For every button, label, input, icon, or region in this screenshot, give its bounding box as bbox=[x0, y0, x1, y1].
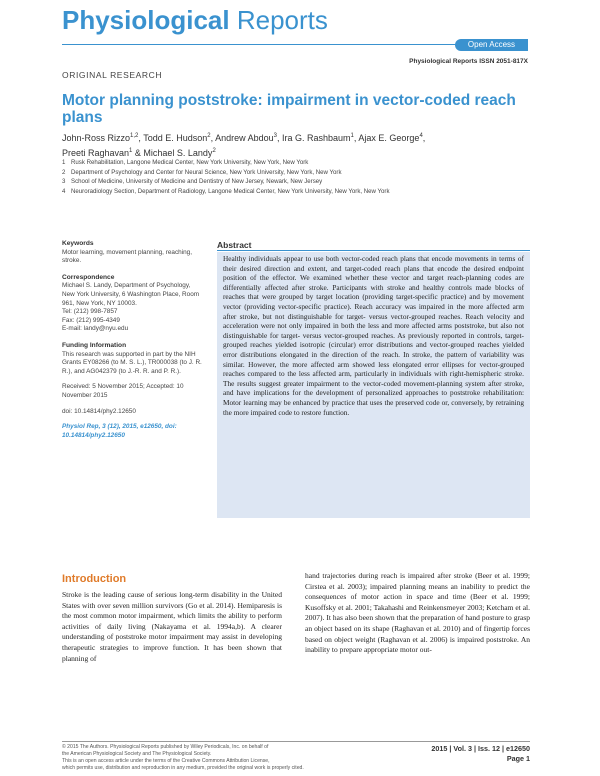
funding-text: This research was supported in part by the NIH Grants EY08266 (to M. S. L.), TR000038 (to J. R. R.), and AG042379 (to J.-R. R. and P. R.). bbox=[62, 350, 202, 375]
abstract-rule bbox=[217, 250, 530, 251]
doi-text[interactable]: doi: 10.14814/phy2.12650 bbox=[62, 407, 136, 415]
abstract-heading: Abstract bbox=[217, 240, 252, 250]
affiliation-list bbox=[62, 158, 532, 196]
journal-title bbox=[62, 5, 328, 35]
citation-text: Physiol Rep, 3 (12), 2015, e12650, doi: 10.14814/phy2.12650 bbox=[62, 423, 177, 439]
journal-title-light: Reports bbox=[229, 5, 328, 35]
author-list bbox=[62, 130, 532, 160]
abstract-body: Healthy individuals appear to use both vector-coded reach plans that encode movements in terms of their desired direction and extent, and target-coded reach plans that encode the desired endpoint position of the effector. We examined whether these vector and target reach-planning codes are differentially affected after stroke. Participants with stroke and healthy controls made blocks of reaches that were grouped by target location (providing target-specific practice) and by movement vector (providing vector-specific practice). Reach accuracy was impaired in the more affected arm after stroke, but not distinguishable for target- versus vector-grouped reaches. Reach velocity and acceleration were not only impaired in both the less and more affected arms poststroke, but also not distinguishable for target- versus vector-grouped reaches. As previously reported in controls, target-grouped reaches yielded isotropic (circular) error distributions and vector-grouped reaches yielded error distributions elongated in the direction of the reach. In stroke, the pattern of variability was similar. However, the more affected arm showed less elongated error ellipses for vector-grouped reaches compared to the less affected arm, particularly in individuals with right-hemispheric stroke. The results suggest greater impairment to the vector-coded movement-planning system after stroke, and have implications for the development of personalized approaches to poststroke rehabilitation: Motor learning may be enhanced by practice that uses the preserved code or, conversely, by retraining the more impaired code to restore function. bbox=[217, 252, 530, 518]
affiliation-item: 3 School of Medicine, University of Medicine and Dentistry of New Jersey, Newark, New Jersey bbox=[62, 178, 323, 185]
license-line: This is an open access article under the terms of the Creative Commons Attribution License, bbox=[62, 758, 270, 764]
journal-title-bold: Physiological bbox=[62, 5, 230, 35]
page-footer-info bbox=[431, 744, 530, 763]
correspondence-fax: Fax: (212) 995-4349 bbox=[62, 316, 120, 324]
license-line: which permits use, distribution and reproduction in any medium, provided the original work is properly cited. bbox=[62, 765, 304, 771]
article-title: Motor planning poststroke: impairment in vector-coded reach plans bbox=[62, 92, 516, 126]
received-dates: Received: 5 November 2015; Accepted: 10 November 2015 bbox=[62, 383, 184, 399]
issue-info: 2015 | Vol. 3 | Iss. 12 | e12650 bbox=[431, 744, 530, 753]
funding-heading: Funding Information bbox=[62, 341, 127, 349]
intro-right-column: hand trajectories during reach is impaired after stroke (Beer et al. 1999; Cirstea et al. 2003); impaired planning means an inability to predict the consequences of motor action in space and time (Beer et al. 1999; Kusoffsky et al. 2001; Takahashi and Reinkensmeyer 2003; Ketcham et al. 2007). It has also been shown that the preparation of hand posture to grasp an object based on its shape (Raghavan et al. 2010) and of fingertip forces based on object weight (Raghavan et al. 2006) is impaired poststroke. An inability to prepare appropriate motor out- bbox=[305, 571, 530, 655]
introduction-heading: Introduction bbox=[62, 573, 127, 585]
correspondence-address: Michael S. Landy, Department of Psychology, New York University, 6 Washington Place, Room 961, New York, NY 10003. bbox=[62, 282, 200, 307]
correspondence-email[interactable]: E-mail: landy@nyu.edu bbox=[62, 325, 129, 333]
open-access-badge: Open Access bbox=[455, 39, 528, 51]
affiliation-item: 1 Rusk Rehabilitation, Langone Medical Center, New York University, New York, New York bbox=[62, 159, 309, 166]
page-number: Page 1 bbox=[506, 753, 530, 763]
license-notice bbox=[62, 744, 402, 772]
license-line: the American Physiological Society and The Physiological Society. bbox=[62, 751, 212, 757]
license-line: © 2015 The Authors. Physiological Reports published by Wiley Periodicals, Inc. on behalf of bbox=[62, 744, 269, 750]
section-label: ORIGINAL RESEARCH bbox=[62, 70, 163, 80]
correspondence-heading: Correspondence bbox=[62, 273, 115, 281]
correspondence-tel: Tel: (212) 998-7857 bbox=[62, 308, 118, 316]
article-sidebar bbox=[62, 240, 202, 440]
authors-line-2: Preeti Raghavan$^1$ & Michael S. Landy$^2$ bbox=[62, 148, 216, 158]
footer-rule bbox=[62, 741, 530, 742]
journal-issn: Physiological Reports ISSN 2051-817X bbox=[409, 58, 528, 65]
keywords-heading: Keywords bbox=[62, 240, 94, 247]
affiliation-item: 2 Department of Psychology and Center for Neural Science, New York University, New York, New York bbox=[62, 168, 342, 176]
authors-line-1: John-Ross Rizzo$^{1,2}$, Todd E. Hudson$^2$, Andrew Abdou$^3$, Ira G. Rashbaum$^1$, Ajax E. George$^4$, bbox=[62, 133, 426, 143]
intro-left-column: Stroke is the leading cause of serious long-term disability in the United States with over seven million survivors (Go et al. 2014). Hemiparesis is the most common motor impairment, which limits the ability to perform activities of daily living (Nakayama et al. 1994a,b). A clearer understanding of poststroke motor impairment may assist in developing therapeutic strategies to improve function. It has been shown that planning of bbox=[62, 590, 282, 663]
affiliation-item: 4 Neuroradiology Section, Department of Radiology, Langone Medical Center, New York University, New York, New York bbox=[62, 187, 390, 195]
keywords-text: Motor learning, movement planning, reaching, stroke. bbox=[62, 248, 193, 265]
